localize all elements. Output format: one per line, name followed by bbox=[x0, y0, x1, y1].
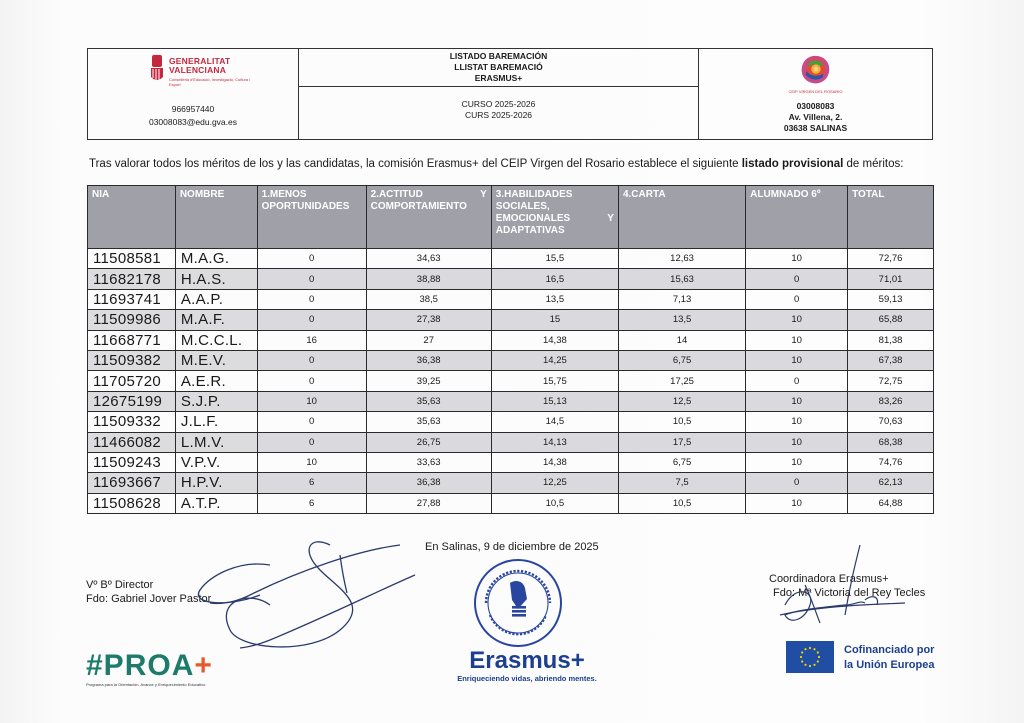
cell-carta: 13,5 bbox=[618, 310, 745, 330]
cell-alumnado: 0 bbox=[746, 371, 848, 391]
cell-nombre: M.A.F. bbox=[175, 310, 257, 330]
column-header-nia: NIA bbox=[88, 186, 176, 249]
cell-carta: 7,5 bbox=[618, 473, 745, 493]
coordinator-signature-block bbox=[769, 572, 925, 600]
cell-nia: 11705720 bbox=[88, 371, 176, 391]
date-place: En Salinas, 9 de diciembre de 2025 bbox=[425, 541, 599, 553]
cell-habilidades: 15,13 bbox=[491, 391, 618, 411]
table-row bbox=[88, 269, 934, 289]
ceip-logo-caption: CEIP VIRGEN DEL ROSARIO bbox=[788, 89, 843, 94]
intro-text-after: de méritos: bbox=[843, 158, 904, 170]
cell-total: 72,75 bbox=[848, 371, 934, 391]
cell-habilidades: 14,38 bbox=[491, 452, 618, 472]
intro-paragraph bbox=[89, 158, 903, 170]
generalitat-logo bbox=[150, 55, 260, 91]
cell-nia: 11466082 bbox=[88, 432, 176, 452]
cell-nia: 11509332 bbox=[88, 412, 176, 432]
eu-star-icon bbox=[804, 664, 806, 666]
cell-nombre: H.P.V. bbox=[175, 473, 257, 493]
eu-line1: Cofinanciado por bbox=[844, 644, 935, 656]
cell-nombre: M.A.G. bbox=[175, 249, 257, 269]
school-official-stamp bbox=[472, 557, 564, 649]
cell-total: 81,38 bbox=[848, 330, 934, 350]
title-line-es: LISTADO BAREMACIÓN bbox=[449, 51, 548, 61]
cell-habilidades: 14,13 bbox=[491, 432, 618, 452]
cell-menos: 16 bbox=[257, 330, 366, 350]
cell-habilidades: 15 bbox=[491, 310, 618, 330]
cell-nombre: A.E.R. bbox=[175, 371, 257, 391]
ceip-rose-logo-icon bbox=[798, 53, 832, 87]
school-phone: 966957440 bbox=[171, 104, 215, 114]
cell-carta: 12,63 bbox=[618, 249, 745, 269]
cell-actitud: 38,5 bbox=[366, 289, 491, 309]
cell-habilidades: 15,75 bbox=[491, 371, 618, 391]
cell-menos: 6 bbox=[257, 473, 366, 493]
table-row bbox=[88, 473, 934, 493]
director-name: Fdo: Gabriel Jover Pastor bbox=[86, 593, 212, 605]
proa-subtitle: Programa para la Orientación, Avance y Enriquecimiento Educativo bbox=[86, 682, 206, 687]
cell-nombre: A.T.P. bbox=[175, 493, 257, 513]
eu-star-icon bbox=[801, 660, 803, 662]
cell-nombre: A.A.P. bbox=[175, 289, 257, 309]
eu-star-icon bbox=[809, 665, 811, 667]
cell-total: 59,13 bbox=[848, 289, 934, 309]
table-row bbox=[88, 330, 934, 350]
cell-nombre: J.L.F. bbox=[175, 412, 257, 432]
cell-carta: 6,75 bbox=[618, 350, 745, 370]
intro-text-before: Tras valorar todos los méritos de los y las candidatas, la comisión Erasmus+ del CEIP Virgen del Rosario establece el siguiente bbox=[89, 158, 742, 170]
header-center-cell bbox=[299, 49, 699, 139]
column-header-habilidades: 3.HABILIDADES SOCIALES, EMOCIONALES Y ADAPTATIVAS bbox=[491, 186, 618, 249]
table-row bbox=[88, 310, 934, 330]
eu-cofunding-text bbox=[844, 643, 934, 673]
cell-menos: 0 bbox=[257, 269, 366, 289]
title-line-va: LLISTAT BAREMACIÓ bbox=[454, 62, 543, 72]
table-row bbox=[88, 249, 934, 269]
table-header-row bbox=[88, 186, 934, 249]
eu-star-icon bbox=[817, 651, 819, 653]
proa-title bbox=[86, 650, 236, 682]
cell-carta: 15,63 bbox=[618, 269, 745, 289]
cell-carta: 17,5 bbox=[618, 432, 745, 452]
cell-habilidades: 12,25 bbox=[491, 473, 618, 493]
cell-habilidades: 10,5 bbox=[491, 493, 618, 513]
eu-flag-icon bbox=[786, 641, 834, 673]
cell-actitud: 39,25 bbox=[366, 371, 491, 391]
eu-star-icon bbox=[804, 648, 806, 650]
director-role: Vº Bº Director bbox=[86, 579, 154, 591]
cell-alumnado: 10 bbox=[746, 452, 848, 472]
cell-nombre: V.P.V. bbox=[175, 452, 257, 472]
erasmus-title: Erasmus+ bbox=[469, 647, 585, 674]
cell-total: 62,13 bbox=[848, 473, 934, 493]
cell-menos: 6 bbox=[257, 493, 366, 513]
cell-total: 67,38 bbox=[848, 350, 934, 370]
header-left-cell bbox=[88, 49, 299, 139]
column-header-menos-oportunidades: 1.MENOS OPORTUNIDADES bbox=[257, 186, 366, 249]
cell-actitud: 27 bbox=[366, 330, 491, 350]
cell-menos: 0 bbox=[257, 310, 366, 330]
cell-alumnado: 10 bbox=[746, 493, 848, 513]
cell-nombre: L.M.V. bbox=[175, 432, 257, 452]
generalitat-title bbox=[169, 57, 230, 75]
cell-carta: 14 bbox=[618, 330, 745, 350]
cell-total: 68,38 bbox=[848, 432, 934, 452]
document-header bbox=[87, 48, 933, 140]
cell-nia: 11509986 bbox=[88, 310, 176, 330]
cell-habilidades: 14,25 bbox=[491, 350, 618, 370]
cell-carta: 17,25 bbox=[618, 371, 745, 391]
column-header-total: TOTAL bbox=[848, 186, 934, 249]
cell-carta: 12,5 bbox=[618, 391, 745, 411]
eu-star-icon bbox=[818, 656, 820, 658]
cell-actitud: 35,63 bbox=[366, 391, 491, 411]
table-row bbox=[88, 493, 934, 513]
school-street: Av. Villena, 2. bbox=[788, 112, 843, 122]
cell-carta: 10,5 bbox=[618, 493, 745, 513]
cell-total: 65,88 bbox=[848, 310, 934, 330]
cell-total: 70,63 bbox=[848, 412, 934, 432]
cell-actitud: 27,38 bbox=[366, 310, 491, 330]
eu-star-icon bbox=[809, 647, 811, 649]
cell-menos: 0 bbox=[257, 249, 366, 269]
erasmus-tagline: Enriqueciendo vidas, abriendo mentes. bbox=[457, 674, 597, 683]
cell-menos: 0 bbox=[257, 432, 366, 452]
table-row bbox=[88, 350, 934, 370]
course-es: CURSO 2025-2026 bbox=[461, 99, 536, 109]
eu-star-icon bbox=[813, 664, 815, 666]
cell-habilidades: 14,38 bbox=[491, 330, 618, 350]
table-row bbox=[88, 432, 934, 452]
cell-carta: 7,13 bbox=[618, 289, 745, 309]
cell-actitud: 38,88 bbox=[366, 269, 491, 289]
cell-nombre: M.C.C.L. bbox=[175, 330, 257, 350]
school-contact bbox=[88, 103, 298, 129]
generalitat-shield-icon bbox=[150, 55, 164, 83]
table-row bbox=[88, 452, 934, 472]
eu-line2: la Unión Europea bbox=[844, 659, 935, 671]
cell-menos: 0 bbox=[257, 412, 366, 432]
coordinator-role: Coordinadora Erasmus+ bbox=[769, 573, 889, 585]
school-code: 03008083 bbox=[796, 101, 835, 111]
cell-nia: 11693741 bbox=[88, 289, 176, 309]
proa-plus-logo bbox=[86, 650, 236, 687]
generalitat-subtitle: Conselleria d'Educació, Investigació, Cultura i Esport bbox=[169, 77, 251, 87]
generalitat-title-line2: VALENCIANA bbox=[169, 65, 227, 75]
cell-nia: 11509382 bbox=[88, 350, 176, 370]
cell-total: 72,76 bbox=[848, 249, 934, 269]
coordinator-name: Fdo: Mª Victoria del Rey Tecles bbox=[773, 587, 926, 599]
cell-habilidades: 13,5 bbox=[491, 289, 618, 309]
school-email: 03008083@edu.gva.es bbox=[148, 117, 238, 127]
cell-nia: 12675199 bbox=[88, 391, 176, 411]
cell-carta: 10,5 bbox=[618, 412, 745, 432]
cell-actitud: 34,63 bbox=[366, 249, 491, 269]
cell-habilidades: 15,5 bbox=[491, 249, 618, 269]
proa-title-text: #PROA+ bbox=[86, 649, 213, 682]
cell-alumnado: 10 bbox=[746, 432, 848, 452]
cell-nombre: M.E.V. bbox=[175, 350, 257, 370]
eu-star-icon bbox=[801, 651, 803, 653]
document-title bbox=[299, 49, 698, 87]
cell-alumnado: 0 bbox=[746, 289, 848, 309]
cell-habilidades: 14,5 bbox=[491, 412, 618, 432]
eu-star-icon bbox=[800, 656, 802, 658]
cell-total: 71,01 bbox=[848, 269, 934, 289]
cell-actitud: 26,75 bbox=[366, 432, 491, 452]
cell-nia: 11668771 bbox=[88, 330, 176, 350]
eu-star-icon bbox=[817, 660, 819, 662]
cell-menos: 0 bbox=[257, 289, 366, 309]
cell-alumnado: 10 bbox=[746, 412, 848, 432]
cell-alumnado: 10 bbox=[746, 310, 848, 330]
cell-alumnado: 0 bbox=[746, 473, 848, 493]
cell-total: 64,88 bbox=[848, 493, 934, 513]
column-header-alumnado: ALUMNADO 6º bbox=[746, 186, 848, 249]
school-city: 03638 SALINAS bbox=[783, 123, 848, 133]
cell-alumnado: 0 bbox=[746, 269, 848, 289]
cell-alumnado: 10 bbox=[746, 391, 848, 411]
cell-carta: 6,75 bbox=[618, 452, 745, 472]
merits-table bbox=[87, 185, 934, 514]
cell-alumnado: 10 bbox=[746, 249, 848, 269]
generalitat-title-line1: GENERALITAT bbox=[169, 56, 231, 66]
table-row bbox=[88, 289, 934, 309]
cell-menos: 10 bbox=[257, 391, 366, 411]
title-line-program: ERASMUS+ bbox=[474, 73, 523, 83]
cell-nombre: H.A.S. bbox=[175, 269, 257, 289]
cell-actitud: 33,63 bbox=[366, 452, 491, 472]
cell-nia: 11693667 bbox=[88, 473, 176, 493]
cell-alumnado: 10 bbox=[746, 330, 848, 350]
eu-star-icon bbox=[813, 648, 815, 650]
cell-nia: 11508581 bbox=[88, 249, 176, 269]
cell-actitud: 36,38 bbox=[366, 473, 491, 493]
cell-total: 83,26 bbox=[848, 391, 934, 411]
cell-total: 74,76 bbox=[848, 452, 934, 472]
proa-plus-sign: + bbox=[194, 649, 213, 682]
cell-menos: 0 bbox=[257, 371, 366, 391]
cell-habilidades: 16,5 bbox=[491, 269, 618, 289]
erasmus-plus-logo bbox=[447, 648, 607, 683]
table-row bbox=[88, 371, 934, 391]
table-row bbox=[88, 412, 934, 432]
table-body bbox=[88, 249, 934, 514]
cell-actitud: 27,88 bbox=[366, 493, 491, 513]
course-va: CURS 2025-2026 bbox=[464, 110, 533, 120]
column-header-actitud: 2.ACTITUD Y COMPORTAMIENTO bbox=[366, 186, 491, 249]
cell-menos: 10 bbox=[257, 452, 366, 472]
header-right-cell bbox=[699, 49, 932, 139]
column-header-carta: 4.CARTA bbox=[618, 186, 745, 249]
column-header-nombre: NOMBRE bbox=[175, 186, 257, 249]
table-row bbox=[88, 391, 934, 411]
cell-nombre: S.J.P. bbox=[175, 391, 257, 411]
cell-alumnado: 10 bbox=[746, 350, 848, 370]
director-signature-block bbox=[86, 578, 211, 606]
course-info bbox=[299, 99, 698, 121]
cell-actitud: 35,63 bbox=[366, 412, 491, 432]
intro-text-bold: listado provisional bbox=[741, 158, 844, 170]
cell-nia: 11509243 bbox=[88, 452, 176, 472]
cell-menos: 0 bbox=[257, 350, 366, 370]
cell-nia: 11682178 bbox=[88, 269, 176, 289]
cell-actitud: 36,38 bbox=[366, 350, 491, 370]
cell-nia: 11508628 bbox=[88, 493, 176, 513]
school-address-block bbox=[699, 101, 932, 134]
